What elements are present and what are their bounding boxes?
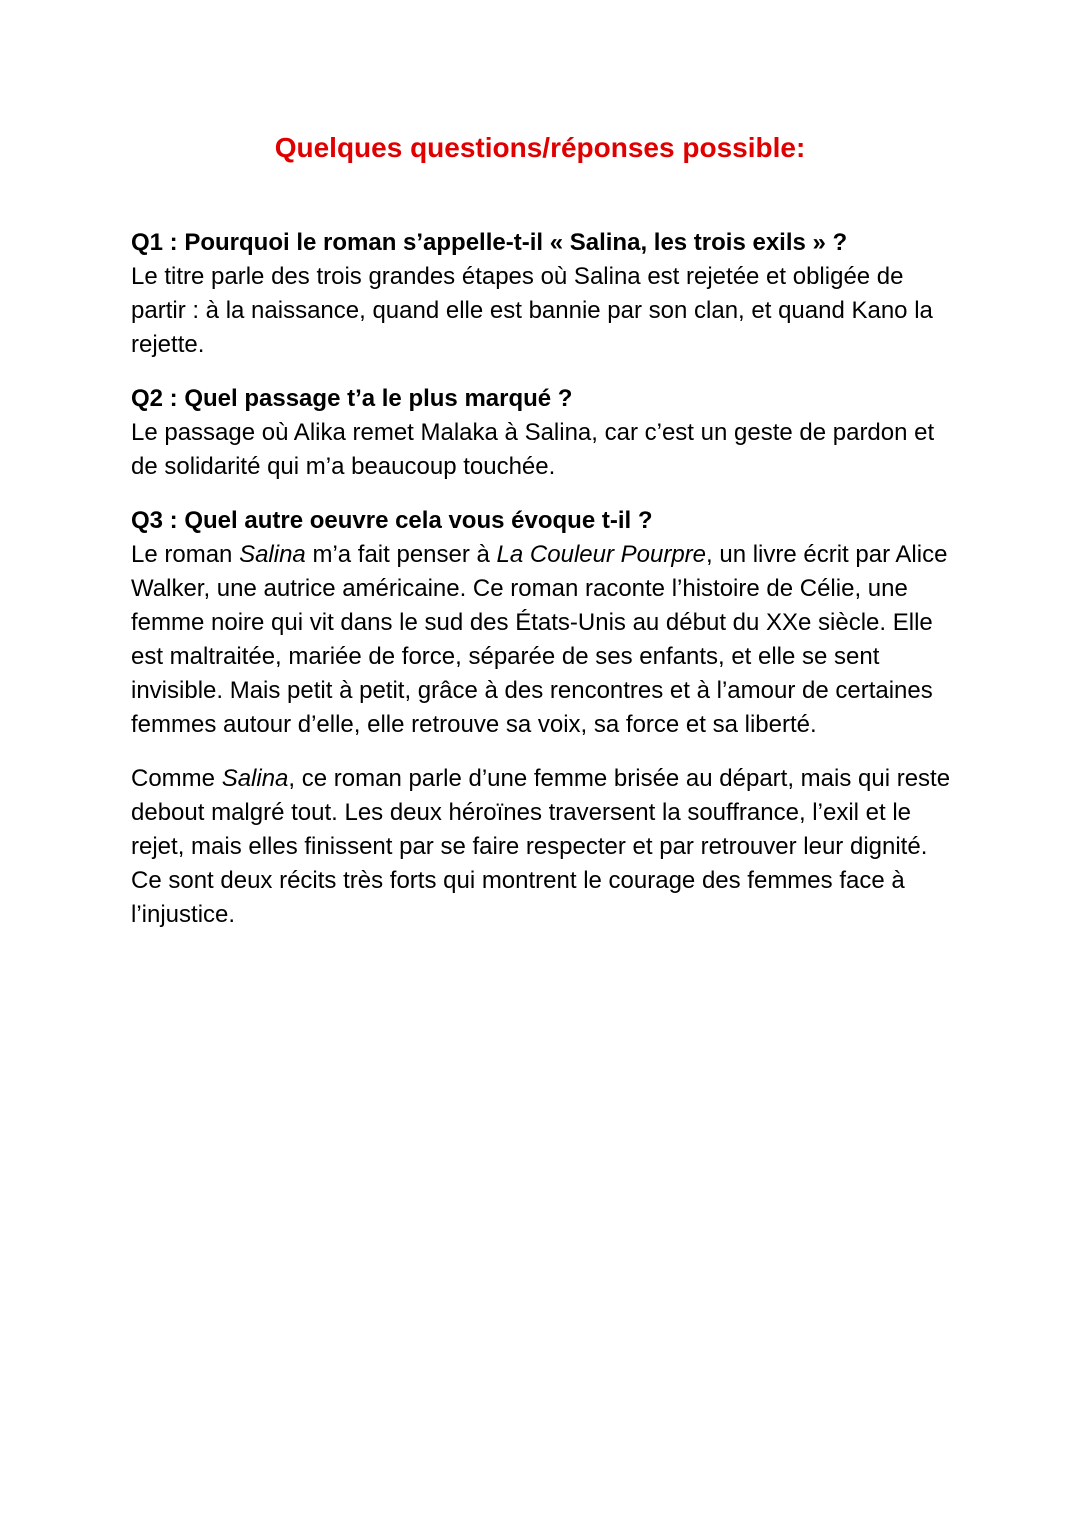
comparison-text	[131, 762, 961, 932]
answer-q1: Le titre parle des trois grandes étapes où Salina est rejetée et obligée de partir : à la naissance, quand elle est bannie par son clan, et quand Kano la rejette.	[131, 263, 933, 358]
book-title-salina: Salina	[239, 541, 306, 568]
comparison-text-2: , ce roman parle d’une femme brisée au départ, mais qui reste debout malgré tout. Les deux héroïnes traversent la souffrance, l’exil et le rejet, mais elles finissent par se faire respecter et par retrouver leur dignité. Ce sont deux récits très forts qui montrent le courage des femmes face à l’injustice.	[131, 765, 951, 928]
answer-q3	[131, 538, 961, 742]
q3-comparison-paragraph	[131, 762, 961, 932]
book-title-la-couleur-pourpre: La Couleur Pourpre	[496, 541, 707, 568]
document-content	[131, 226, 961, 952]
question-q1: Q1 : Pourquoi le roman s’appelle-t-il « Salina, les trois exils » ?	[131, 229, 848, 256]
page-title: Quelques questions/réponses possible:	[274, 132, 806, 163]
book-title-salina-2: Salina	[221, 765, 289, 792]
comparison-text-1: Comme	[131, 765, 222, 792]
question-q2: Q2 : Quel passage t’a le plus marqué ?	[131, 385, 573, 412]
answer-q3-text-2: m’a fait penser à	[305, 541, 497, 568]
qa-block-q1	[131, 226, 961, 362]
question-q3: Q3 : Quel autre oeuvre cela vous évoque t-il ?	[131, 507, 653, 534]
qa-block-q2	[131, 382, 961, 484]
qa-block-q3	[131, 504, 961, 742]
answer-q3-text-1: Le roman	[131, 541, 240, 568]
answer-q3-text-3: , un livre écrit par Alice Walker, une autrice américaine. Ce roman raconte l’histoire de Célie, une femme noire qui vit dans le sud des États-Unis au début du XXe siècle. Elle est maltraitée, mariée de force, séparée de ses enfants, et elle se sent invisible. Mais petit à petit, grâce à des rencontres et à l’amour de certaines femmes autour d’elle, elle retrouve sa voix, sa force et sa liberté.	[131, 541, 948, 738]
answer-q2: Le passage où Alika remet Malaka à Salina, car c’est un geste de pardon et de solidarité qui m’a beaucoup touchée.	[131, 419, 935, 480]
